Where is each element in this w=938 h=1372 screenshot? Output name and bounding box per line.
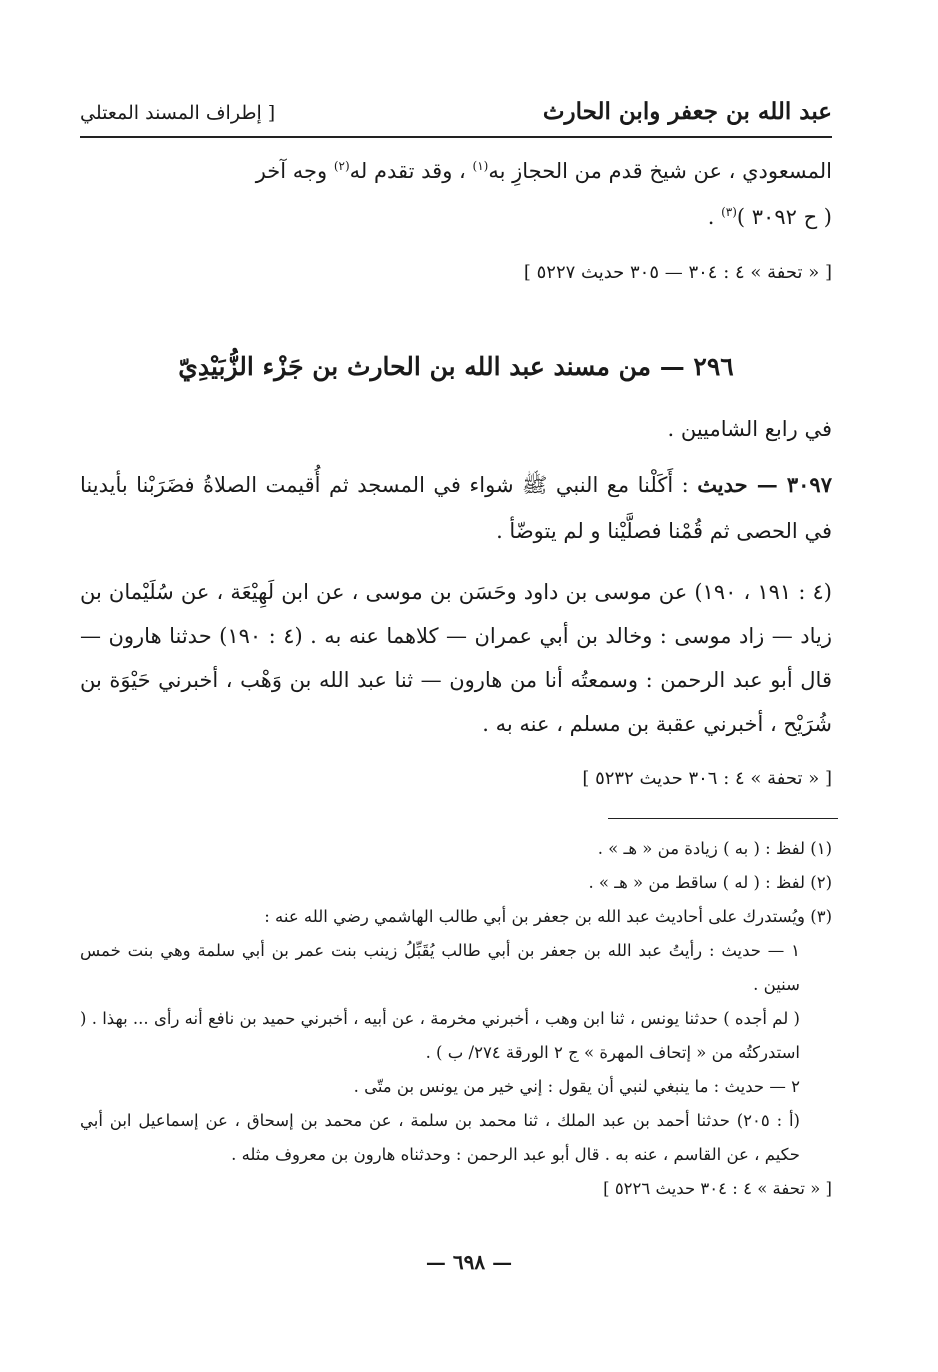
header-book-title: [ إطراف المسند المعتلي bbox=[80, 102, 276, 124]
tuhfa-reference: [ « تحفة » ٤ : ٣٠٤ — ٣٠٥ حديث ٥٢٢٧ ] bbox=[523, 262, 832, 283]
page-number: — ٦٩٨ — bbox=[425, 1250, 513, 1274]
footnote-source: ( لم أجده ) حدثنا يونس ، ثنا ابن وهب ، أخبرني مخرمة ، عن أبيه ، أخبرني حميد بن نافع أنه رأى ... بهذا . ( استدركتُه من « إتحاف المهرة » ج ٢ الورقة ٢٧٤/ ب ) . bbox=[80, 1009, 800, 1062]
footnote-marker: (١) bbox=[472, 159, 489, 173]
hadith-body: : أَكَلْنا مع النبي ﷺ شواء في المسجد ثم أُقيمت الصلاةُ فضَرَبْنا بأيدينا في الحصى ثم قُمْنا فصلَّيْنا و لم يتوضّأ . bbox=[80, 473, 832, 543]
footnote: (٣) ويُستدرك على أحاديث عبد الله بن جعفر بن أبي طالب الهاشمي رضي الله عنه : bbox=[264, 907, 832, 926]
footnote-marker: (٣) bbox=[721, 205, 737, 219]
footnote-divider bbox=[608, 818, 838, 819]
footnote-hadith: ٢ — حديث : ما ينبغي لنبي أن يقول : إني خير من يونس بن متّى . bbox=[353, 1077, 800, 1096]
isnad-chain: (٤ : ١٩١ ، ١٩٠) عن موسى بن داود وحَسَن بن موسى ، عن ابن لَهِيْعَة ، عن سُلَيْمان بن زياد — زاد موسى : وخالد بن أبي عمران — كلاهما عنه به . (٤ : ١٩٠) حدثنا هارون — قال أبو عبد الرحمن : وسمعتُه أنا من هارون — ثنا عبد الله بن وَهْب ، أخبرني حَيْوَة بن شُرَيْح ، أخبرني عقبة بن مسلم ، عنه به . bbox=[80, 580, 832, 736]
tuhfa-reference: [ « تحفة » ٤ : ٣٠٦ حديث ٥٢٣٢ ] bbox=[582, 768, 832, 789]
continuation-text bbox=[80, 148, 832, 240]
section-heading: ٢٩٦ — من مسند عبد الله بن الحارث بن جَزْء الزُّبَيْدِيّ bbox=[178, 352, 734, 381]
continuation-line: ( ح ٣٠٩٢ )$^{(٣)}$ . bbox=[707, 205, 832, 229]
footnote: (٢) لفظ : ( له ) ساقط من « هـ » . bbox=[588, 873, 832, 892]
continuation-line: المسعودي ، عن شيخ قدم من الحجازِ به$^{(١)}$ ، وقد تقدم له$^{(٢)}$ وجه آخر bbox=[255, 159, 832, 183]
footnotes bbox=[80, 832, 832, 1206]
footnote-hadith: ١ — حديث : رأيتُ عبد الله بن جعفر بن أبي طالب يُقَبِّلُ زينب بنت عمر بن أبي سلمة وهي بنت خمس سنين . bbox=[80, 941, 800, 994]
hadith-text bbox=[80, 462, 832, 554]
footnote: (١) لفظ : ( به ) زيادة من « هـ » . bbox=[597, 839, 832, 858]
running-header bbox=[80, 92, 832, 138]
header-title: عبد الله بن جعفر وابن الحارث bbox=[542, 98, 832, 125]
footnote-reference: [ « تحفة » ٤ : ٣٠٤ حديث ٥٢٢٦ ] bbox=[603, 1179, 832, 1198]
footnote-source: (أ : ٢٠٥) حدثنا أحمد بن عبد الملك ، ثنا محمد بن سلمة ، عن محمد بن إسحاق ، عن إسماعيل ابن أبي حكيم ، عن القاسم ، عنه به . قال أبو عبد الرحمن : وحدثناه هارون بن معروف مثله . bbox=[80, 1111, 800, 1164]
section-location: في رابع الشاميين . bbox=[667, 417, 832, 441]
hadith-number: ٣٠٩٧ — حديث bbox=[697, 472, 832, 497]
footnote-marker: (٢) bbox=[333, 159, 350, 173]
